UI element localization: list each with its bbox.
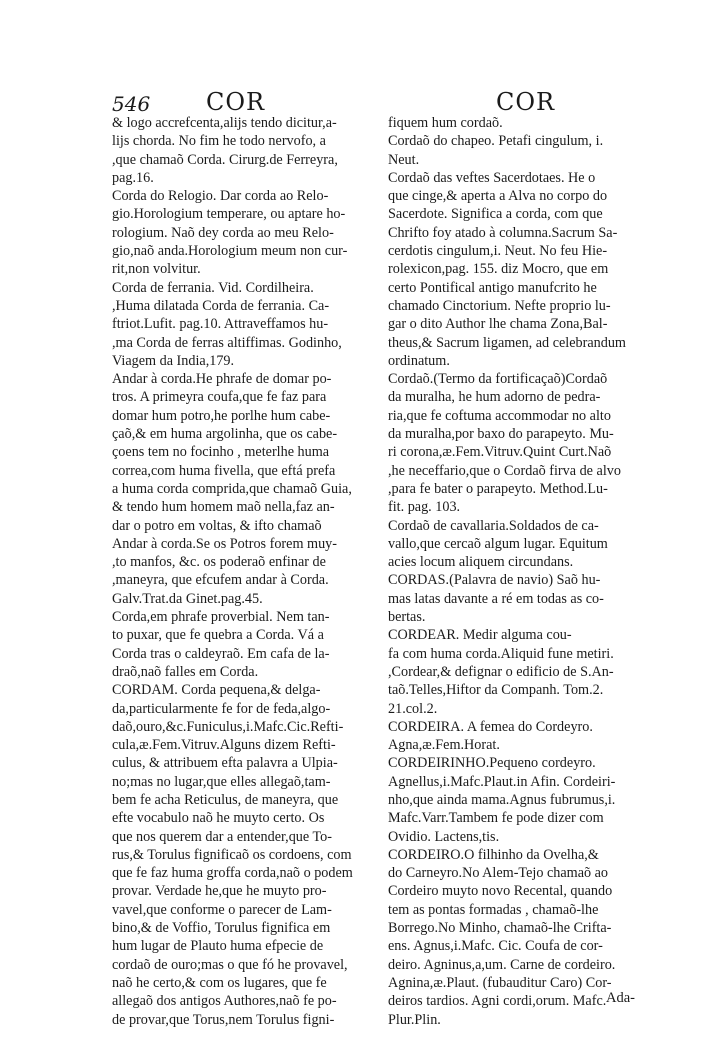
text-line: theus,& Sacrum ligamen, ad celebrandum bbox=[388, 334, 626, 351]
text-line: hum lugar de Plauto huma efpecie de bbox=[112, 938, 324, 955]
text-line: ri corona,æ.Fem.Vitruv.Quint Curt.Naõ bbox=[388, 444, 612, 461]
text-line: Cordaõ.(Termo da fortificaçaõ)Cordaõ bbox=[388, 371, 608, 388]
text-line: çoens tem no focinho , meterlhe huma bbox=[112, 444, 330, 461]
catchword: Ada- bbox=[606, 990, 635, 1006]
text-line: Neut. bbox=[388, 151, 420, 168]
text-line: tros. A primeyra coufa,que fe faz para bbox=[112, 389, 327, 406]
left-column bbox=[112, 114, 372, 1029]
text-line: de provar,que Torus,nem Torulus figni- bbox=[112, 1011, 335, 1028]
text-line: vallo,que cercaõ algum lugar. Equitum bbox=[388, 535, 608, 552]
text-line: tem as pontas formadas , chamaõ-lhe bbox=[388, 901, 599, 918]
text-line: da,particularmente fe for de feda,algo- bbox=[112, 700, 331, 717]
text-line: Agnellus,i.Mafc.Plaut.in Afin. Cordeiri- bbox=[388, 773, 616, 790]
text-line: chamado Cinctorium. Nefte proprio lu- bbox=[388, 297, 611, 314]
text-line: rolexicon,pag. 155. diz Mocro, que em bbox=[388, 261, 609, 278]
text-line: rus,& Torulus fignificaõ os cordoens, com bbox=[112, 846, 352, 863]
text-line: provar. Verdade he,que he muyto pro- bbox=[112, 883, 327, 900]
text-line: ,maneyra, que efcufem andar à Corda. bbox=[112, 572, 329, 589]
running-title-left: COR bbox=[206, 88, 266, 116]
text-line: acies locum aliquem circundans. bbox=[388, 554, 574, 571]
text-line: Chrifto foy atado à columna.Sacrum Sa- bbox=[388, 224, 618, 241]
text-line: Sacerdote. Significa a corda, com que bbox=[388, 206, 603, 223]
text-line: que fe faz huma groffa corda,naõ o podem bbox=[112, 865, 353, 882]
text-line: vavel,que conforme o parecer de Lam- bbox=[112, 901, 332, 918]
text-line: Andar à corda.Se os Potros forem muy- bbox=[112, 535, 337, 552]
text-line: Agnina,æ.Plaut. (fubauditur Caro) Cor- bbox=[388, 974, 612, 991]
text-line: gio,naõ anda.Horologium meum non cur- bbox=[112, 243, 348, 260]
text-line: & tendo hum homem maõ nella,faz an- bbox=[112, 499, 335, 516]
text-line: ,he neceffario,que o Cordaõ firva de alvo bbox=[388, 462, 621, 479]
text-line: Plur.Plin. bbox=[388, 1011, 441, 1028]
text-line: gar o dito Author lhe chama Zona,Bal- bbox=[388, 316, 608, 333]
text-line: rit,non volvitur. bbox=[112, 261, 201, 278]
text-line: Galv.Trat.da Ginet.pag.45. bbox=[112, 590, 263, 607]
text-line: Viagem da India,179. bbox=[112, 352, 235, 369]
text-line: fiquem hum cordaõ. bbox=[388, 115, 503, 131]
text-line: cula,æ.Fem.Vitruv.Alguns dizem Refti- bbox=[112, 737, 336, 754]
text-line: nho,que ainda mama.Agnus fubrumus,i. bbox=[388, 791, 616, 808]
running-title-right: COR bbox=[496, 88, 556, 116]
text-line: bem fe acha Reticulus, de maneyra, que bbox=[112, 791, 339, 808]
text-line: ,Huma dilatada Corda de ferrania. Ca- bbox=[112, 297, 330, 314]
text-line: ,que chamaõ Corda. Cirurg.de Ferreyra, bbox=[112, 151, 338, 168]
text-line: allegaõ dos antigos Authores,naõ fe po- bbox=[112, 993, 337, 1010]
page-number: 546 bbox=[112, 92, 151, 116]
text-line: to puxar, que fe quebra a Corda. Vá a bbox=[112, 627, 324, 644]
text-line: certo Pontifical antigo manufcrito he bbox=[388, 279, 597, 296]
text-line: & logo accrefcenta,alijs tendo dicitur,a- bbox=[112, 115, 337, 131]
text-line: ,para fe bater o parapeyto. Method.Lu- bbox=[388, 480, 608, 497]
text-line: Corda do Relogio. Dar corda ao Relo- bbox=[112, 188, 329, 205]
text-line: ,ma Corda de ferras altiffimas. Godinho, bbox=[112, 334, 342, 351]
text-line: fit. pag. 103. bbox=[388, 499, 461, 516]
text-line: Cordeiro muyto novo Recental, quando bbox=[388, 883, 613, 900]
text-line: Corda tras o caldeyraõ. Em cafa de la- bbox=[112, 645, 330, 662]
text-line: Borrego.No Minho, chamaõ-lhe Crifta- bbox=[388, 920, 612, 937]
text-line: do Carneyro.No Alem-Tejo chamaõ ao bbox=[388, 865, 609, 882]
text-line: dar o potro em voltas, & ifto chamaõ bbox=[112, 517, 322, 534]
text-line: CORDEIRA. A femea do Cordeyro. bbox=[388, 718, 593, 735]
text-line: deiro. Agninus,a,um. Carne de cordeiro. bbox=[388, 956, 616, 973]
text-line: Cordaõ de cavallaria.Soldados de ca- bbox=[388, 517, 599, 534]
text-line: da muralha,por baxo do parapeyto. Mu- bbox=[388, 426, 614, 443]
text-line: rologium. Naõ dey corda ao meu Relo- bbox=[112, 224, 334, 241]
text-line: correa,com huma fivella, que eftá prefa bbox=[112, 462, 336, 479]
text-line: domar hum potro,he porlhe hum cabe- bbox=[112, 407, 331, 424]
text-line: cordaõ de ouro;mas o que fó he provavel, bbox=[112, 956, 348, 973]
text-line: bertas. bbox=[388, 609, 426, 626]
text-line: naõ he certo,& com os lugares, que fe bbox=[112, 974, 327, 991]
text-line: taõ.Telles,Hiftor da Companh. Tom.2. bbox=[388, 682, 604, 699]
text-line: 21.col.2. bbox=[388, 700, 438, 717]
text-line: da muralha, he hum adorno de pedra- bbox=[388, 389, 601, 406]
text-line: Mafc.Varr.Tambem fe pode dizer com bbox=[388, 810, 604, 827]
text-line: gio.Horologium temperare, ou aptare ho- bbox=[112, 206, 346, 223]
text-line: CORDEIRO.O filhinho da Ovelha,& bbox=[388, 846, 599, 863]
text-line: efte vocabulo naõ he muyto certo. Os bbox=[112, 810, 325, 827]
text-line: Corda,em phrafe proverbial. Nem tan- bbox=[112, 609, 330, 626]
text-line: Corda de ferrania. Vid. Cordilheira. bbox=[112, 279, 314, 296]
text-line: lijs chorda. No fim he todo nervofo, a bbox=[112, 133, 326, 150]
text-line: CORDEAR. Medir alguma cou- bbox=[388, 627, 572, 644]
text-line: ria,que fe coftuma accommodar no alto bbox=[388, 407, 611, 424]
text-line: Ovidio. Lactens,tis. bbox=[388, 828, 500, 845]
text-line: Andar à corda.He phrafe de domar po- bbox=[112, 371, 332, 388]
text-line: Cordaõ das veftes Sacerdotaes. He o bbox=[388, 169, 596, 186]
text-line: daõ,ouro,&c.Funiculus,i.Mafc.Cic.Refti- bbox=[112, 718, 344, 735]
text-line: culus, & attribuem efta palavra a Ulpia- bbox=[112, 755, 338, 772]
text-line: a huma corda comprida,que chamaõ Guia, bbox=[112, 480, 352, 497]
text-line: bino,& de Voffio, Torulus fignifica em bbox=[112, 920, 331, 937]
text-line: pag.16. bbox=[112, 169, 154, 186]
text-line: que cinge,& aperta a Alva no corpo do bbox=[388, 188, 608, 205]
text-line: que nos querem dar a entender,que To- bbox=[112, 828, 332, 845]
text-line: ens. Agnus,i.Mafc. Cic. Coufa de cor- bbox=[388, 938, 603, 955]
text-line: deiros tardios. Agni cordi,orum. Mafc. bbox=[388, 993, 607, 1010]
text-line: ,to manfos, &c. os poderaõ enfinar de bbox=[112, 554, 326, 571]
text-line: cerdotis cingulum,i. Neut. No feu Hie- bbox=[388, 243, 608, 260]
text-line: çaõ,& em huma argolinha, que os cabe- bbox=[112, 426, 338, 443]
right-column bbox=[388, 114, 647, 1029]
text-line: CORDAS.(Palavra de navio) Saõ hu- bbox=[388, 572, 601, 589]
text-line: ,Cordear,& defignar o edificio de S.An- bbox=[388, 663, 614, 680]
text-line: ftriot.Lufit. pag.10. Attraveffamos hu- bbox=[112, 316, 329, 333]
text-line: CORDEIRINHO.Pequeno cordeyro. bbox=[388, 755, 596, 772]
text-line: draõ,naõ falles em Corda. bbox=[112, 663, 259, 680]
text-line: fa com huma corda.Aliquid fune metiri. bbox=[388, 645, 614, 662]
text-line: Agna,æ.Fem.Horat. bbox=[388, 737, 500, 754]
text-line: CORDAM. Corda pequena,& delga- bbox=[112, 682, 321, 699]
text-line: no;mas no lugar,que elles allegaõ,tam- bbox=[112, 773, 331, 790]
text-line: mas latas davante a ré em todas as co- bbox=[388, 590, 604, 607]
text-line: ordinatum. bbox=[388, 352, 450, 369]
text-line: Cordaõ do chapeo. Petafi cingulum, i. bbox=[388, 133, 604, 150]
